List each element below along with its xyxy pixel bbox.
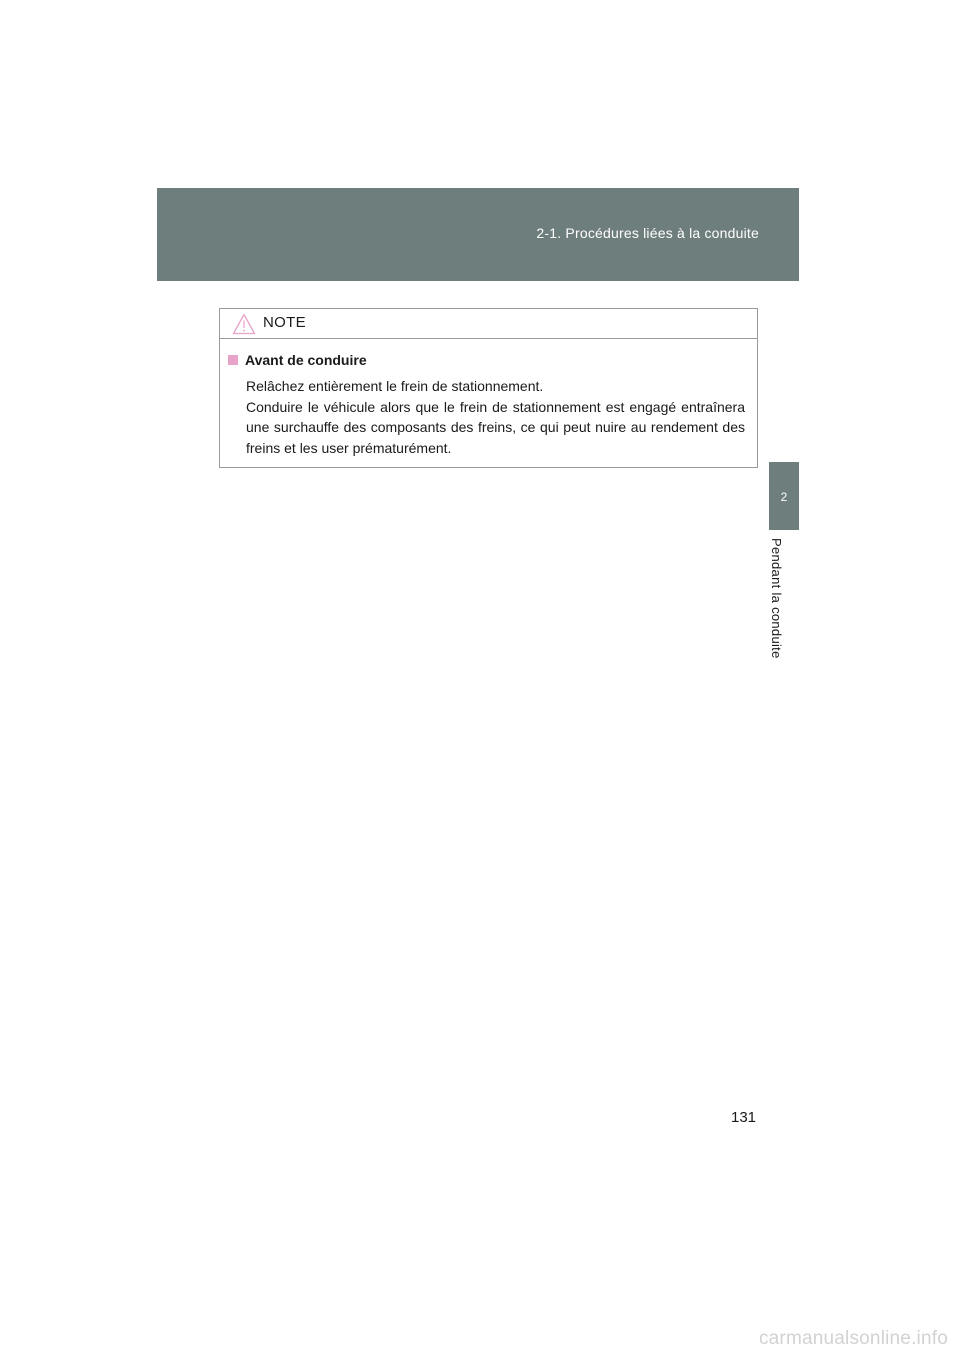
section-title: 2-1. Procédures liées à la conduite <box>536 225 759 241</box>
chapter-number: 2 <box>780 490 788 504</box>
note-box <box>219 308 758 468</box>
warning-triangle-icon <box>232 313 256 335</box>
header-band <box>157 188 799 281</box>
watermark: carmanualsonline.info <box>758 1328 948 1349</box>
note-body <box>220 339 757 458</box>
chapter-tab <box>769 462 799 530</box>
note-paragraph-2: Conduire le véhicule alors que le frein de stationnement est engagé entraînera une surchauffe des composants des freins, ce qui peut nuire au rendement des freins et les user prématurément. <box>246 398 745 456</box>
note-label: NOTE <box>263 314 306 331</box>
square-bullet-icon <box>228 355 238 365</box>
chapter-label: Pendant la conduite <box>769 538 784 659</box>
note-header <box>220 309 757 339</box>
note-subheading-text: Avant de conduire <box>245 352 367 368</box>
note-subheading <box>228 351 745 369</box>
page-number: 131 <box>731 1109 757 1126</box>
note-paragraph-1: Relâchez entièrement le frein de stationnement. <box>246 378 544 394</box>
